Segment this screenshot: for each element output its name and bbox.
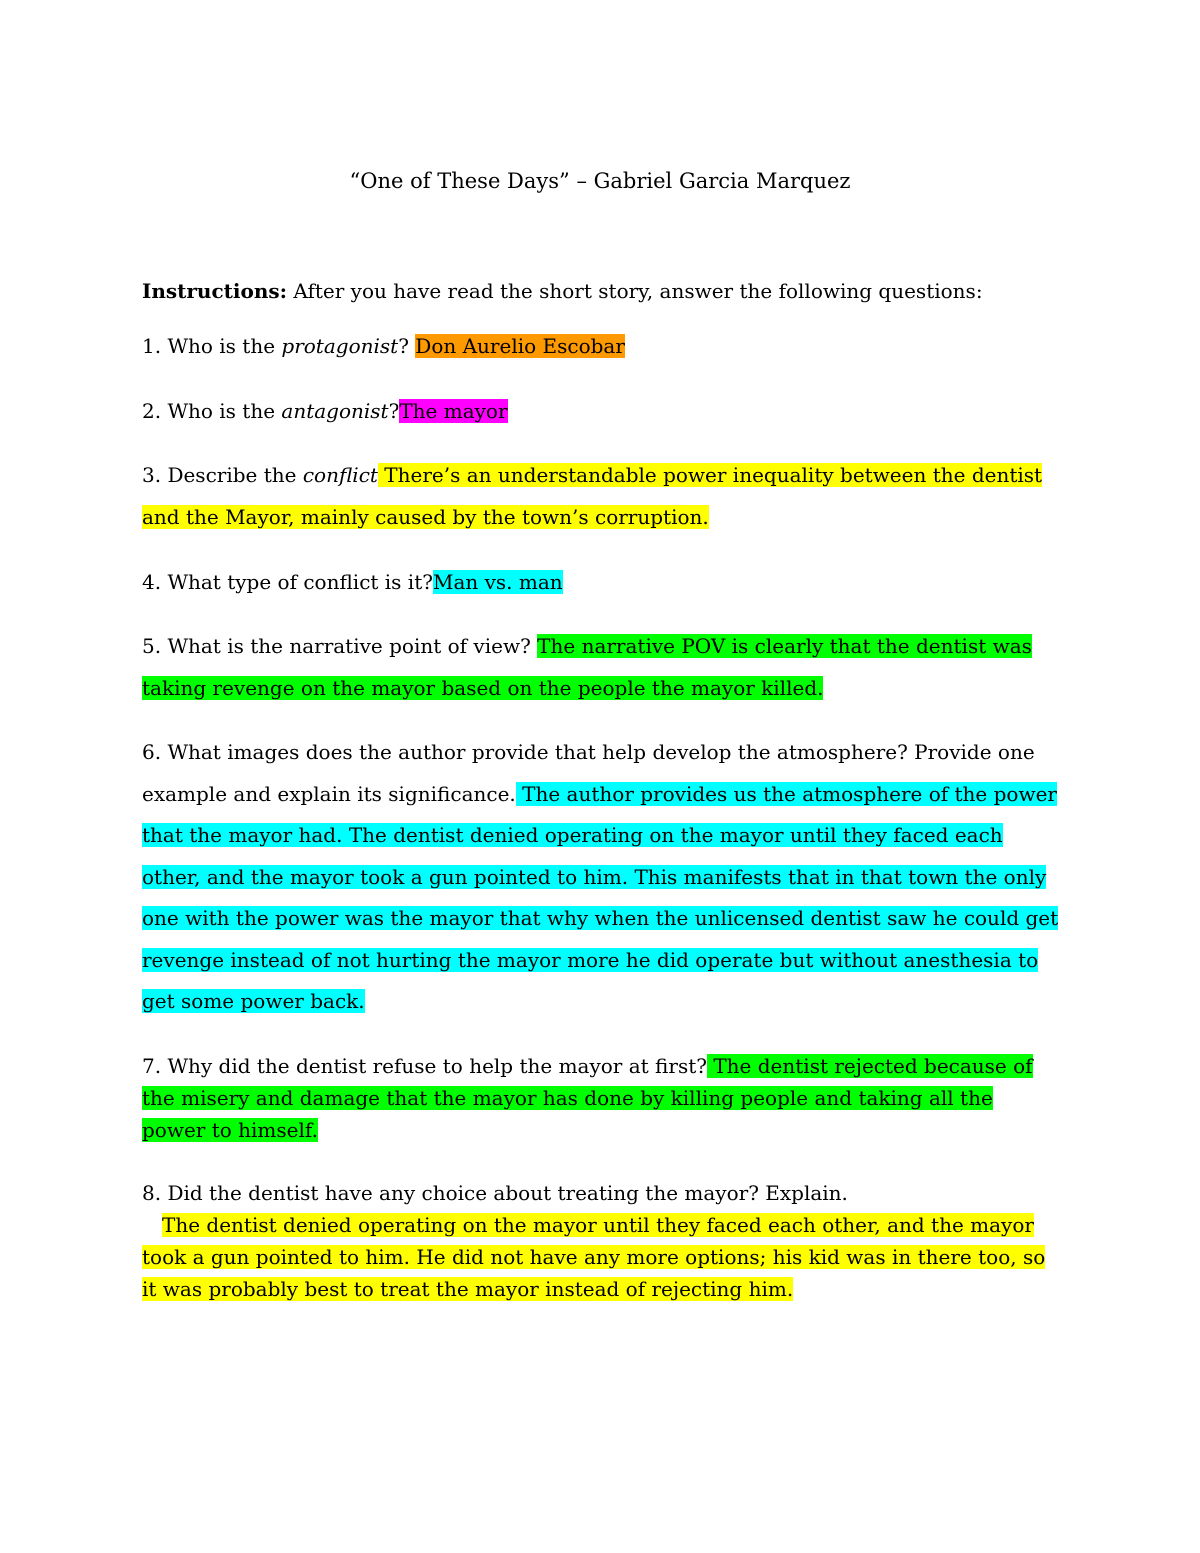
question-6-prefix: 6. What images does the author provide that help develop the atmosphere? Provide one example and explain its significance. bbox=[142, 740, 1035, 806]
question-3 bbox=[142, 455, 1062, 538]
answer-8-highlight: The dentist denied operating on the mayor until they faced each other, and the mayor took a gun pointed to him. He did not have any more options; his kid was in there too, so it was probably best to treat the mayor instead of rejecting him. bbox=[142, 1213, 1046, 1301]
answer-3-highlight: There’s an understandable power inequality between the dentist and the Mayor, mainly caused by the town’s corruption. bbox=[142, 463, 1043, 529]
question-5-prefix: 5. What is the narrative point of view? bbox=[142, 634, 538, 658]
question-1 bbox=[142, 330, 1062, 362]
instructions-paragraph bbox=[142, 275, 1062, 307]
question-2-term: antagonist bbox=[281, 399, 389, 423]
question-4-prefix: 4. What type of conflict is it? bbox=[142, 570, 433, 594]
answer-5-highlight: The narrative POV is clearly that the dentist was taking revenge on the mayor based on the people the mayor killed. bbox=[142, 634, 1032, 700]
question-5 bbox=[142, 626, 1062, 709]
document-title: “One of These Days” – Gabriel Garcia Marquez bbox=[349, 169, 851, 193]
question-3-term: conflict bbox=[302, 463, 378, 487]
question-1-prefix: 1. Who is the bbox=[142, 334, 282, 358]
instructions-text: After you have read the short story, answer the following questions: bbox=[287, 279, 983, 303]
question-8-prefix: 8. Did the dentist have any choice about treating the mayor? Explain. bbox=[142, 1181, 848, 1205]
question-2-suffix: ? bbox=[388, 399, 400, 423]
question-2 bbox=[142, 395, 1062, 427]
question-7 bbox=[142, 1050, 1062, 1146]
answer-2-highlight: The mayor bbox=[399, 399, 508, 423]
question-6 bbox=[142, 732, 1062, 1023]
question-2-prefix: 2. Who is the bbox=[142, 399, 282, 423]
question-4 bbox=[142, 566, 1062, 598]
answer-1-highlight: Don Aurelio Escobar bbox=[415, 334, 625, 358]
question-1-term: protagonist bbox=[281, 334, 399, 358]
question-8 bbox=[142, 1177, 1062, 1305]
question-3-prefix: 3. Describe the bbox=[142, 463, 303, 487]
answer-7-highlight: The dentist rejected because of the misery and damage that the mayor has done by killing people and taking all the power to himself. bbox=[142, 1054, 1033, 1142]
answer-4-highlight: Man vs. man bbox=[432, 570, 563, 594]
instructions-label: Instructions: bbox=[142, 279, 288, 303]
question-7-prefix: 7. Why did the dentist refuse to help the mayor at first? bbox=[142, 1054, 707, 1078]
question-1-suffix: ? bbox=[398, 334, 416, 358]
answer-6-highlight: The author provides us the atmosphere of the power that the mayor had. The dentist denied operating on the mayor until they faced each other, and the mayor took a gun pointed to him. This manifests that in that town the only one with the power was the mayor that why when the unlicensed dentist saw he could get revenge instead of not hurting the mayor more he did operate but without anesthesia to get some power back. bbox=[142, 781, 1059, 1013]
